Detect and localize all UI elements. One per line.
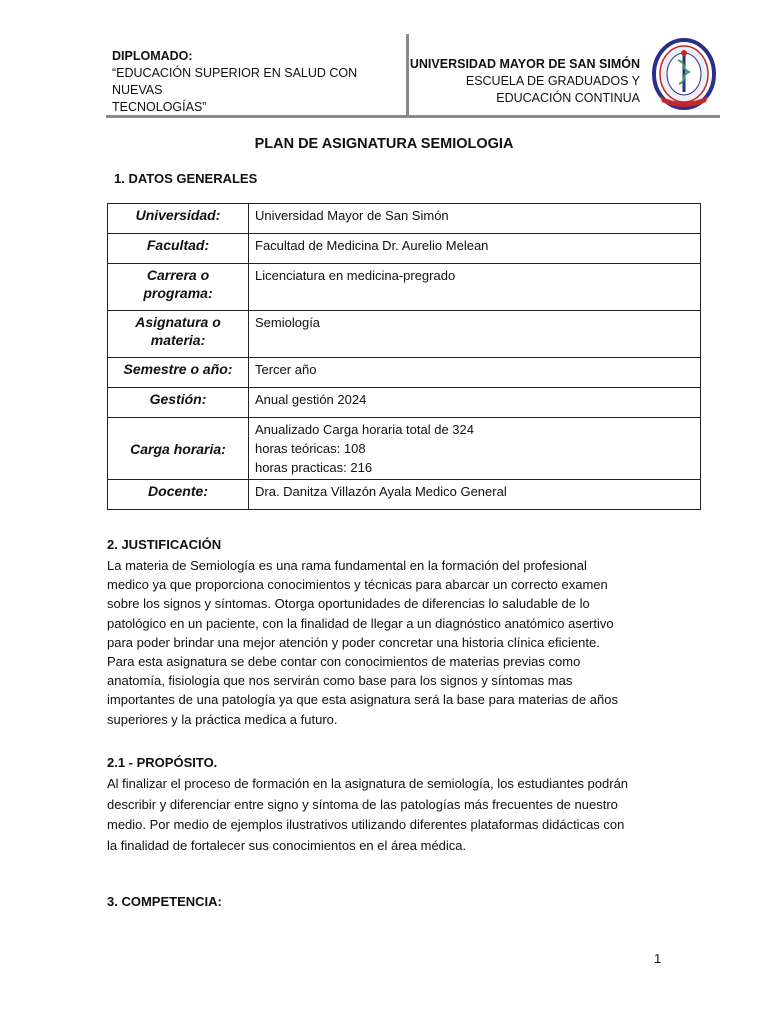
section-competencia-heading: 3. COMPETENCIA: [107,894,222,909]
table-label: Asignatura o materia: [108,311,249,358]
paragraph-line: La materia de Semiología es una rama fundamental en la formación del profesional [107,558,587,573]
page-header [106,34,720,116]
table-label: Carga horaria: [108,418,249,480]
table-row [108,480,701,510]
table-label: Carrera o programa: [108,264,249,311]
table-row [108,234,701,264]
page-number: 1 [654,951,662,966]
header-divider [406,34,409,116]
paragraph-line: medico ya que proporciona conocimientos y técnicas para abarcar un correcto examen [107,577,608,593]
paragraph-line: Al finalizar el proceso de formación en la asignatura de semiología, los estudiantes podrán [107,776,629,791]
table-row [108,311,701,358]
school-line1: ESCUELA DE GRADUADOS Y [465,74,640,88]
justificacion-paragraph [107,556,667,729]
table-label: Universidad: [108,204,249,234]
paragraph-line: anatomía, fisiología que nos servirán como base para los signos y síntomas mas [107,673,573,689]
paragraph-line: importantes de una patología ya que esta asignatura será la base para materias de años [107,692,618,708]
table-row [108,388,701,418]
paragraph-line: para poder brindar una mejor atención y poder concretar una historia clínica eficiente. [107,634,600,650]
diploma-title-line2: TECNOLOGÍAS” [112,100,207,114]
school-line2: EDUCACIÓN CONTINUA [496,91,640,105]
table-value: Dra. Danitza Villazón Ayala Medico General [249,480,701,510]
table-value: Tercer año [249,358,701,388]
table-row [108,264,701,311]
table-row [108,358,701,388]
section-justificacion-heading: 2. JUSTIFICACIÓN [107,537,222,552]
proposito-paragraph [107,774,687,856]
university-name: UNIVERSIDAD MAYOR DE SAN SIMÓN [409,57,640,71]
table-value: Anual gestión 2024 [249,388,701,418]
table-value: Semiología [249,311,701,358]
diploma-block [112,48,402,116]
table-value: Universidad Mayor de San Simón [249,204,701,234]
paragraph-line: describir y diferenciar entre signo y síntoma de las patologías más frecuentes de nuestro [107,796,618,812]
paragraph-line: medio. Por medio de ejemplos ilustrativos utilizando diferentes plataformas didácticas con [107,817,625,832]
paragraph-line: la finalidad de fortalecer sus conocimientos en el área médica. [107,837,467,853]
diploma-title-line1: “EDUCACIÓN SUPERIOR EN SALUD CON NUEVAS [112,66,358,97]
table-row [108,418,701,480]
table-label: Facultad: [108,234,249,264]
table-label: Gestión: [108,388,249,418]
general-data-table [107,203,701,510]
table-value-line: horas teóricas: 108 [255,441,366,456]
diploma-label: DIPLOMADO: [112,49,193,63]
paragraph-line: superiores y la práctica medica a futuro. [107,711,338,727]
table-value: Licenciatura en medicina-pregrado [249,264,701,311]
institution-block [410,56,640,107]
table-label: Semestre o año: [108,358,249,388]
section-proposito-heading: 2.1 - PROPÓSITO. [107,755,218,770]
header-bottom-rule [106,115,720,118]
table-value-line: horas practicas: 216 [255,460,373,475]
university-seal-icon [652,38,716,110]
paragraph-line: Para esta asignatura se debe contar con conocimientos de materias previas como [107,654,581,670]
paragraph-line: patológico en un paciente, con la finalidad de llegar a un diagnóstico anatómico asertivo [107,615,614,631]
section-datos-generales-heading: 1. DATOS GENERALES [114,171,258,186]
paragraph-line: sobre los signos y síntomas. Otorga oportunidades de diferencias lo saludable de lo [107,596,590,612]
table-value-line: Anualizado Carga horaria total de 324 [255,422,474,437]
page-title: PLAN DE ASIGNATURA SEMIOLOGIA [254,136,514,152]
table-value: Facultad de Medicina Dr. Aurelio Melean [249,234,701,264]
table-row [108,204,701,234]
table-label: Docente: [108,480,249,510]
table-value [249,418,701,480]
